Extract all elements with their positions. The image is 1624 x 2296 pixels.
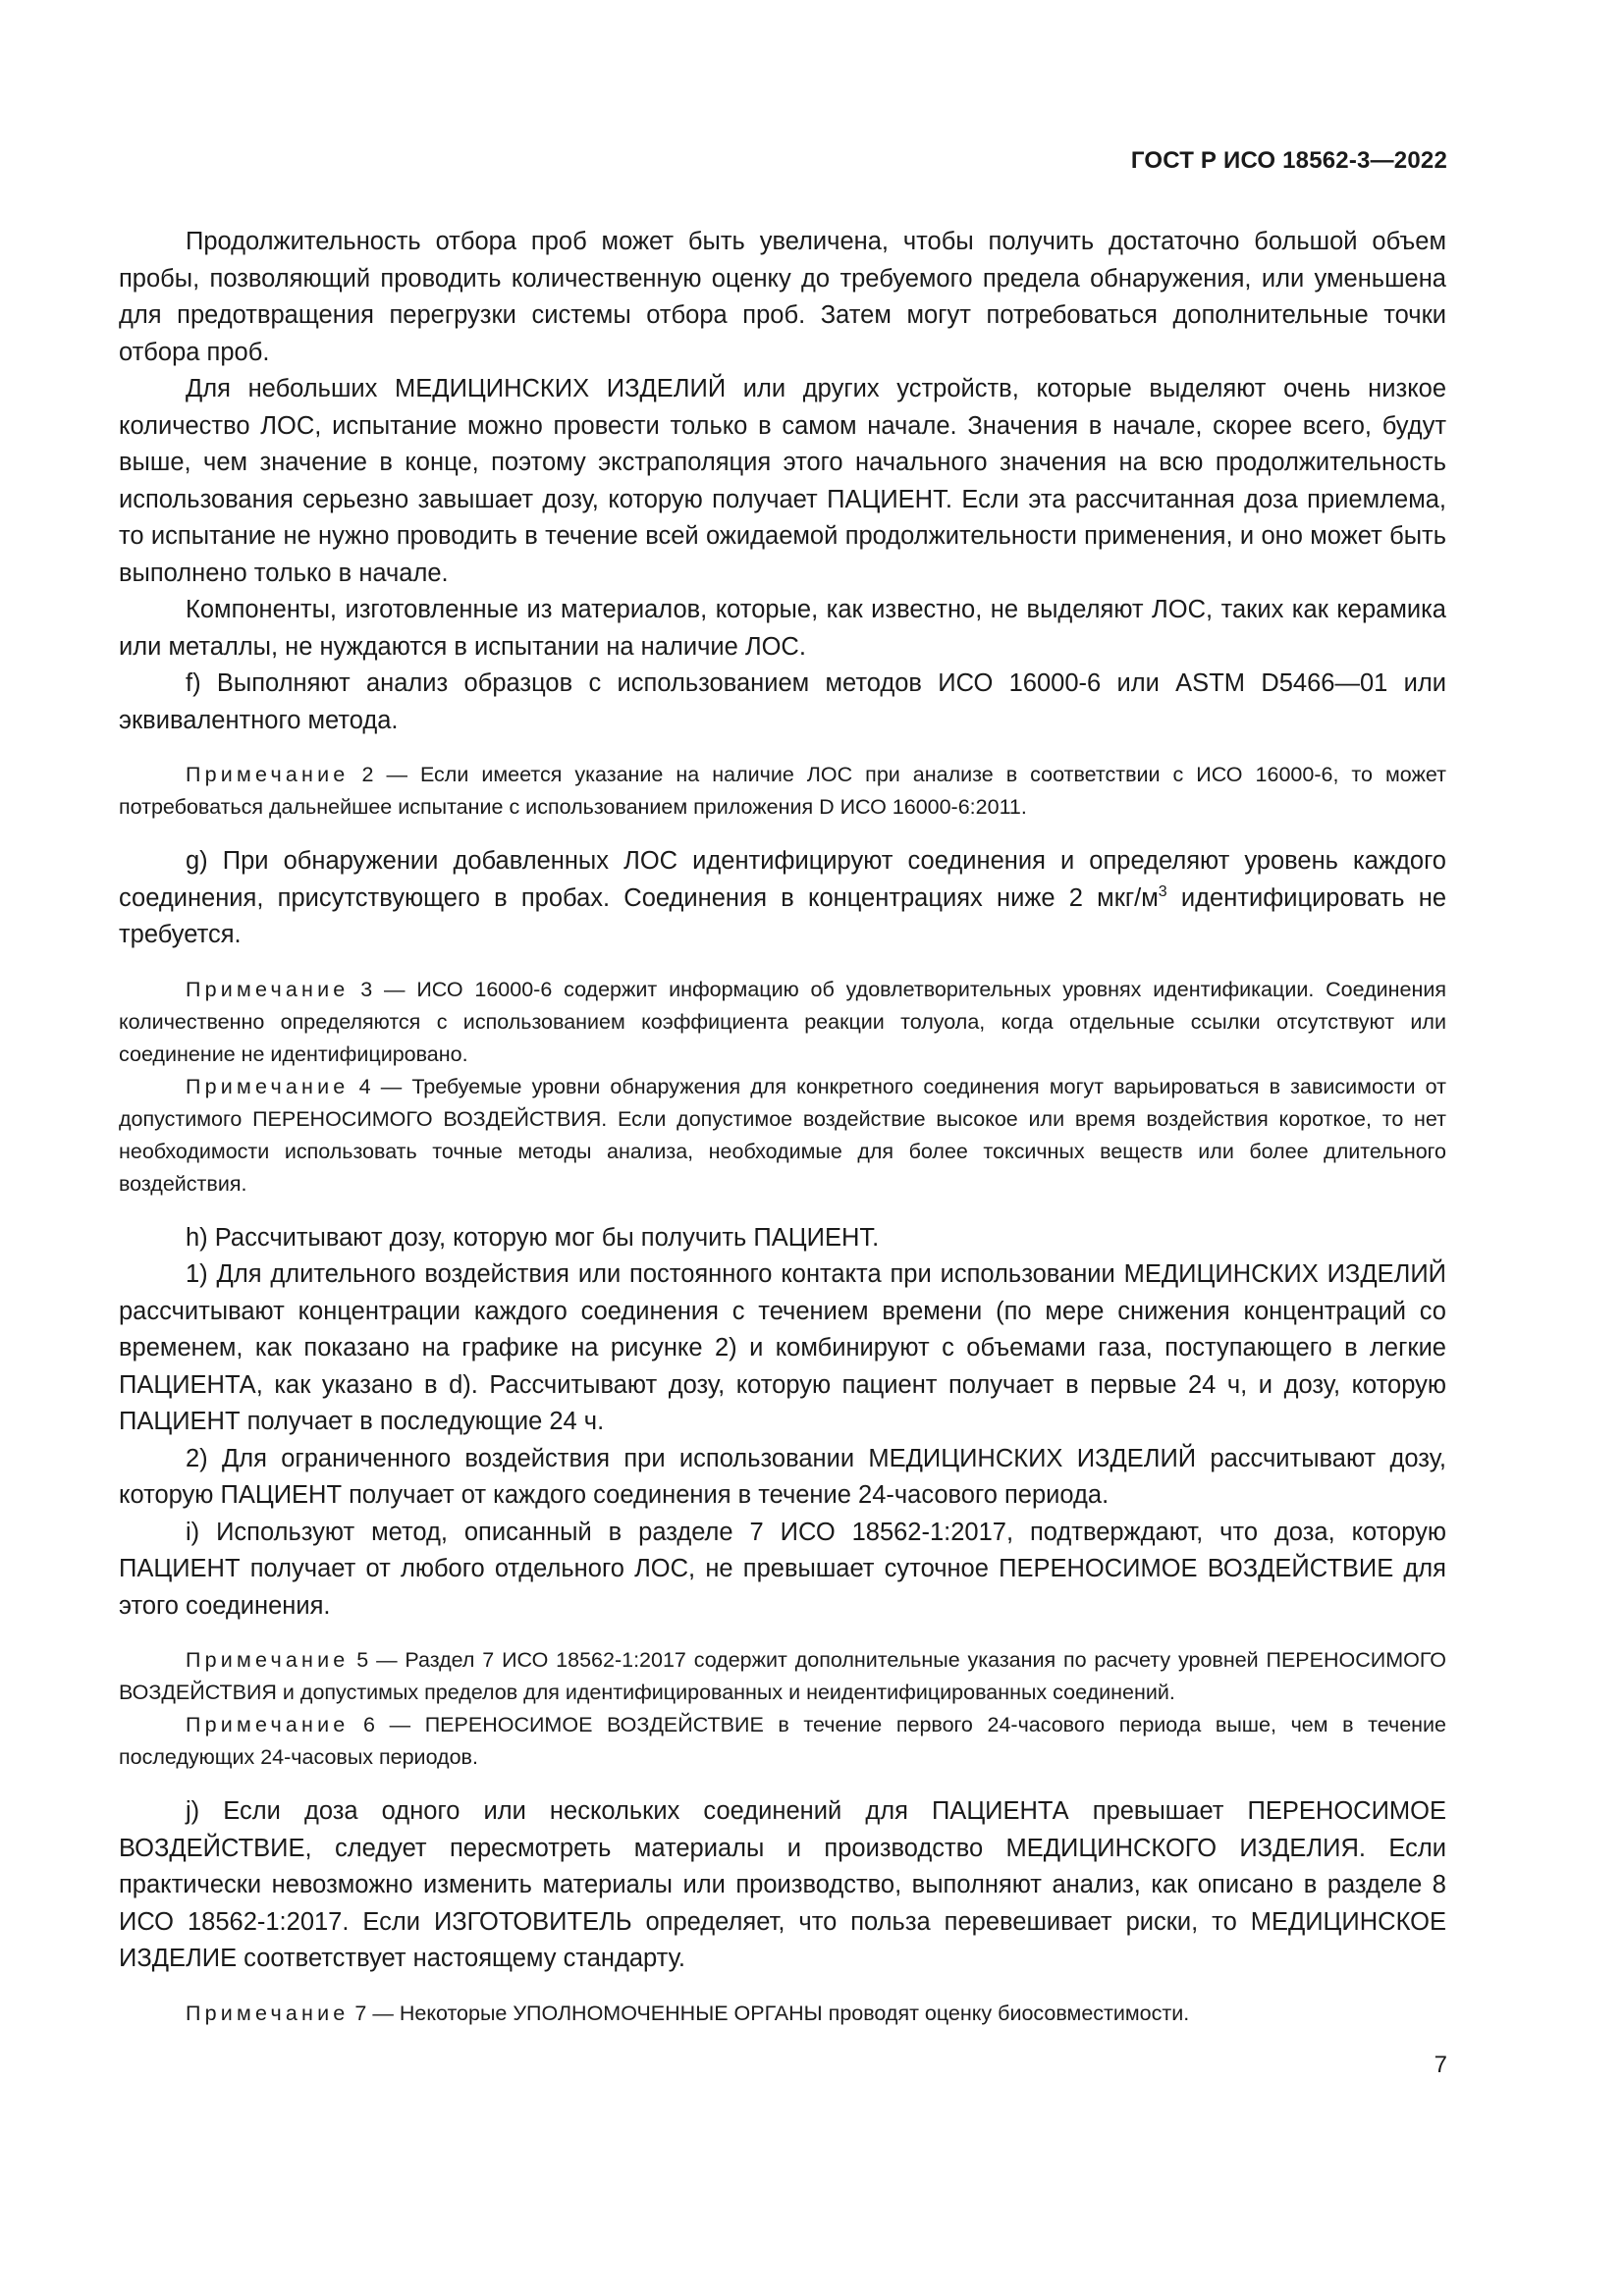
paragraph-item-g: [119, 843, 1446, 954]
paragraph-item-h2: 2) Для ограниченного воздействия при использовании МЕДИЦИНСКИХ ИЗДЕЛИЙ рассчитывают дозу, которую ПАЦИЕНТ получает от каждого соединения в течение 24-часового периода.: [119, 1444, 1446, 1509]
note-label: Примечание: [186, 1648, 350, 1672]
paragraph-item-j: j) Если доза одного или нескольких соединений для ПАЦИЕНТА превышает ПЕРЕНОСИМОЕ ВОЗДЕЙСТВИЕ, следует пересмотреть материалы и производство МЕДИЦИНСКОГО ИЗДЕЛИЯ. Если практически невозможно изменить материалы или производство, выполняют анализ, как описано в разделе 8 ИСО 18562-1:2017. Если ИЗГОТОВИТЕЛЬ определяет, что польза перевешивает риски, то МЕДИЦИНСКОЕ ИЗДЕЛИЕ соответствует настоящему стандарту.: [119, 1797, 1446, 1972]
paragraph-sampling-duration: Продолжительность отбора проб может быть увеличена, чтобы получить достаточно большой объем пробы, позволяющий проводить количественную оценку до требуемого предела обнаружения, или уменьшена для предотвращения перегрузки системы отбора проб. Затем могут потребоваться дополнительные точки отбора проб.: [119, 228, 1446, 366]
note-text: 2 — Если имеется указание на наличие ЛОС при анализе в соответствии с ИСО 16000-6, то может потребоваться дальнейшее испытание с использованием приложения D ИСО 16000-6:2011.: [119, 763, 1446, 819]
document-body: [119, 224, 1446, 2030]
note-3: [119, 974, 1446, 1071]
page-number: 7: [1434, 2052, 1447, 2078]
note-4: [119, 1071, 1446, 1201]
note-5: [119, 1644, 1446, 1709]
paragraph-text: идентифицировать не требуется.: [119, 883, 1447, 948]
note-label: Примечание: [186, 1713, 350, 1736]
paragraph-components: Компоненты, изготовленные из материалов, которые, как известно, не выделяют ЛОС, таких как керамика или металлы, не нуждаются в испытании на наличие ЛОС.: [119, 596, 1446, 661]
paragraph-item-h: h) Рассчитывают дозу, которую мог бы получить ПАЦИЕНТ.: [186, 1223, 880, 1252]
paragraph-item-f: f) Выполняют анализ образцов с использованием методов ИСО 16000-6 или ASTM D5466—01 или эквивалентного метода.: [119, 669, 1446, 734]
document-header: ГОСТ Р ИСО 18562-3—2022: [1130, 147, 1447, 174]
note-text: 6 — ПЕРЕНОСИМОЕ ВОЗДЕЙСТВИЕ в течение первого 24-часового периода выше, чем в течение последующих 24-часовых периодов.: [119, 1713, 1446, 1769]
note-label: Примечание: [186, 977, 350, 1001]
note-label: Примечание: [186, 2001, 350, 2025]
note-7: [119, 1998, 1446, 2030]
paragraph-item-h1: 1) Для длительного воздействия или постоянного контакта при использовании МЕДИЦИНСКИХ ИЗДЕЛИЙ рассчитывают концентрации каждого соединения с течением времени (по мере снижения концентраций со временем, как показано на графике на рисунке 2) и комбинируют с объемами газа, поступающего в легкие ПАЦИЕНТА, как указано в d). Рассчитывают дозу, которую пациент получает в первые 24 ч, и дозу, которую ПАЦИЕНТ получает в последующие 24 ч.: [119, 1260, 1446, 1435]
note-text: 5 — Раздел 7 ИСО 18562-1:2017 содержит дополнительные указания по расчету уровней ПЕРЕНОСИМОГО ВОЗДЕЙСТВИЯ и допустимых пределов для идентифицированных и неидентифицированных соединений.: [119, 1648, 1446, 1704]
note-label: Примечание: [186, 1074, 350, 1098]
note-text: 4 — Требуемые уровни обнаружения для конкретного соединения могут варьироваться в зависимости от допустимого ПЕРЕНОСИМОГО ВОЗДЕЙСТВИЯ. Если допустимое воздействие высокое или время воздействия короткое, то нет необходимости использовать точные методы анализа, необходимые для более токсичных веществ или более длительного воздействия.: [119, 1074, 1446, 1196]
paragraph-text: g) При обнаружении добавленных ЛОС идентифицируют соединения и определяют уровень каждого соединения, присутствующего в пробах. Соединения в концентрациях ниже 2 мкг/м: [119, 847, 1446, 912]
note-text: 3 — ИСО 16000-6 содержит информацию об удовлетворительных уровнях идентификации. Соединения количественно определяются с использованием коэффициента реакции толуола, когда отдельные ссылки отсутствуют или соединение не идентифицировано.: [119, 977, 1446, 1066]
note-label: Примечание: [186, 763, 350, 786]
superscript: 3: [1158, 882, 1167, 900]
note-2: [119, 759, 1446, 824]
paragraph-small-devices: Для небольших МЕДИЦИНСКИХ ИЗДЕЛИЙ или других устройств, которые выделяют очень низкое количество ЛОС, испытание можно провести только в самом начале. Значения в начале, скорее всего, будут выше, чем значение в конце, поэтому экстраполяция этого начального значения на всю продолжительность использования серьезно завышает дозу, которую получает ПАЦИЕНТ. Если эта рассчитанная доза приемлема, то испытание не нужно проводить в течение всей ожидаемой продолжительности применения, и оно может быть выполнено только в начале.: [119, 375, 1446, 587]
note-6: [119, 1709, 1446, 1774]
paragraph-item-i: i) Используют метод, описанный в разделе 7 ИСО 18562-1:2017, подтверждают, что доза, которую ПАЦИЕНТ получает от любого отдельного ЛОС, не превышает суточное ПЕРЕНОСИМОЕ ВОЗДЕЙСТВИЕ для этого соединения.: [119, 1518, 1446, 1620]
note-text: 7 — Некоторые УПОЛНОМОЧЕННЫЕ ОРГАНЫ проводят оценку биосовместимости.: [349, 2001, 1190, 2025]
